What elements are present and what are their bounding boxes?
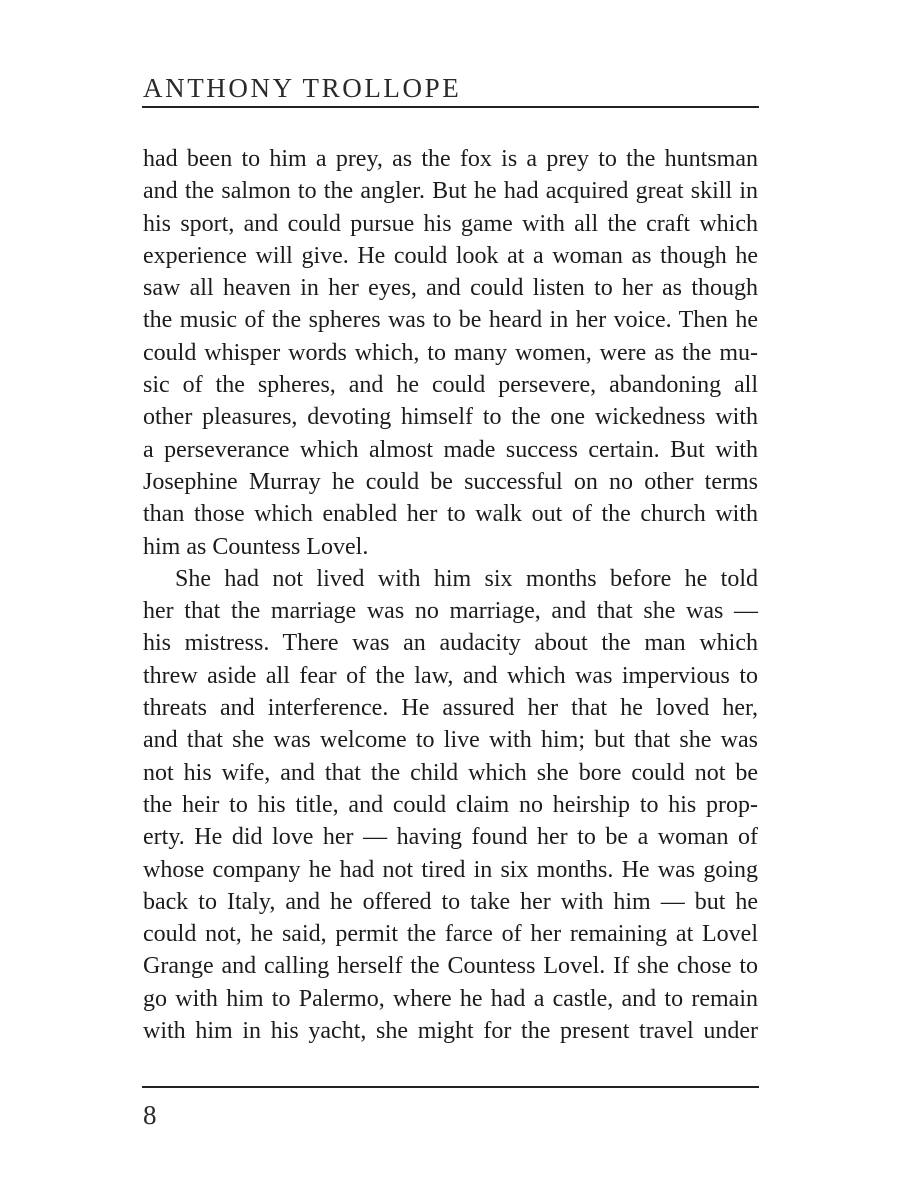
text-line: Grange and calling herself the Countess Lovel. If she chose to: [143, 953, 758, 980]
text-line: threw aside all fear of the law, and which was impervious to: [143, 662, 758, 689]
text-line: the heir to his title, and could claim no heirship to his prop-: [143, 791, 758, 818]
text-line: threats and interference. He assured her that he loved her,: [143, 695, 758, 722]
text-line: whose company he had not tired in six months. He was going: [143, 856, 758, 883]
text-line: a perseverance which almost made success certain. But with: [143, 436, 758, 463]
text-line: could whisper words which, to many women, were as the mu-: [143, 339, 758, 366]
text-line: his sport, and could pursue his game with all the craft which: [143, 210, 758, 237]
text-line: had been to him a prey, as the fox is a prey to the huntsman: [143, 146, 758, 172]
running-head-title: ANTHONY TROLLOPE: [143, 73, 462, 103]
text-line: experience will give. He could look at a woman as though he: [143, 242, 758, 269]
text-line: erty. He did love her — having found her to be a woman of: [143, 824, 758, 851]
header-rule: [142, 106, 759, 108]
text-line: him as Countess Lovel.: [143, 533, 369, 560]
text-line: his mistress. There was an audacity about the man which: [143, 630, 758, 657]
text-line: back to Italy, and he offered to take her with him — but he: [143, 888, 758, 915]
text-line: the music of the spheres was to be heard in her voice. Then he: [143, 307, 758, 334]
text-line: other pleasures, devoting himself to the one wickedness with: [143, 404, 758, 431]
text-line: could not, he said, permit the farce of her remaining at Lovel: [143, 921, 758, 948]
footer-rule: [142, 1086, 759, 1088]
text-line: go with him to Palermo, where he had a castle, and to remain: [143, 985, 758, 1012]
text-line: Josephine Murray he could be successful on no other terms: [143, 468, 758, 495]
text-line: than those which enabled her to walk out of the church with: [143, 501, 758, 528]
text-line: with him in his yacht, she might for the present travel under: [143, 1018, 758, 1045]
text-line: She had not lived with him six months before he told: [175, 565, 758, 592]
text-line: saw all heaven in her eyes, and could listen to her as though: [143, 275, 758, 302]
body-text: [143, 143, 758, 1047]
text-line: her that the marriage was no marriage, and that she was —: [143, 598, 758, 625]
text-line: and that she was welcome to live with him; but that she was: [143, 727, 758, 754]
page-number: 8: [143, 1100, 157, 1130]
text-line: and the salmon to the angler. But he had acquired great skill in: [143, 178, 758, 205]
text-line: sic of the spheres, and he could persevere, abandoning all: [143, 372, 758, 399]
text-line: not his wife, and that the child which she bore could not be: [143, 759, 758, 786]
